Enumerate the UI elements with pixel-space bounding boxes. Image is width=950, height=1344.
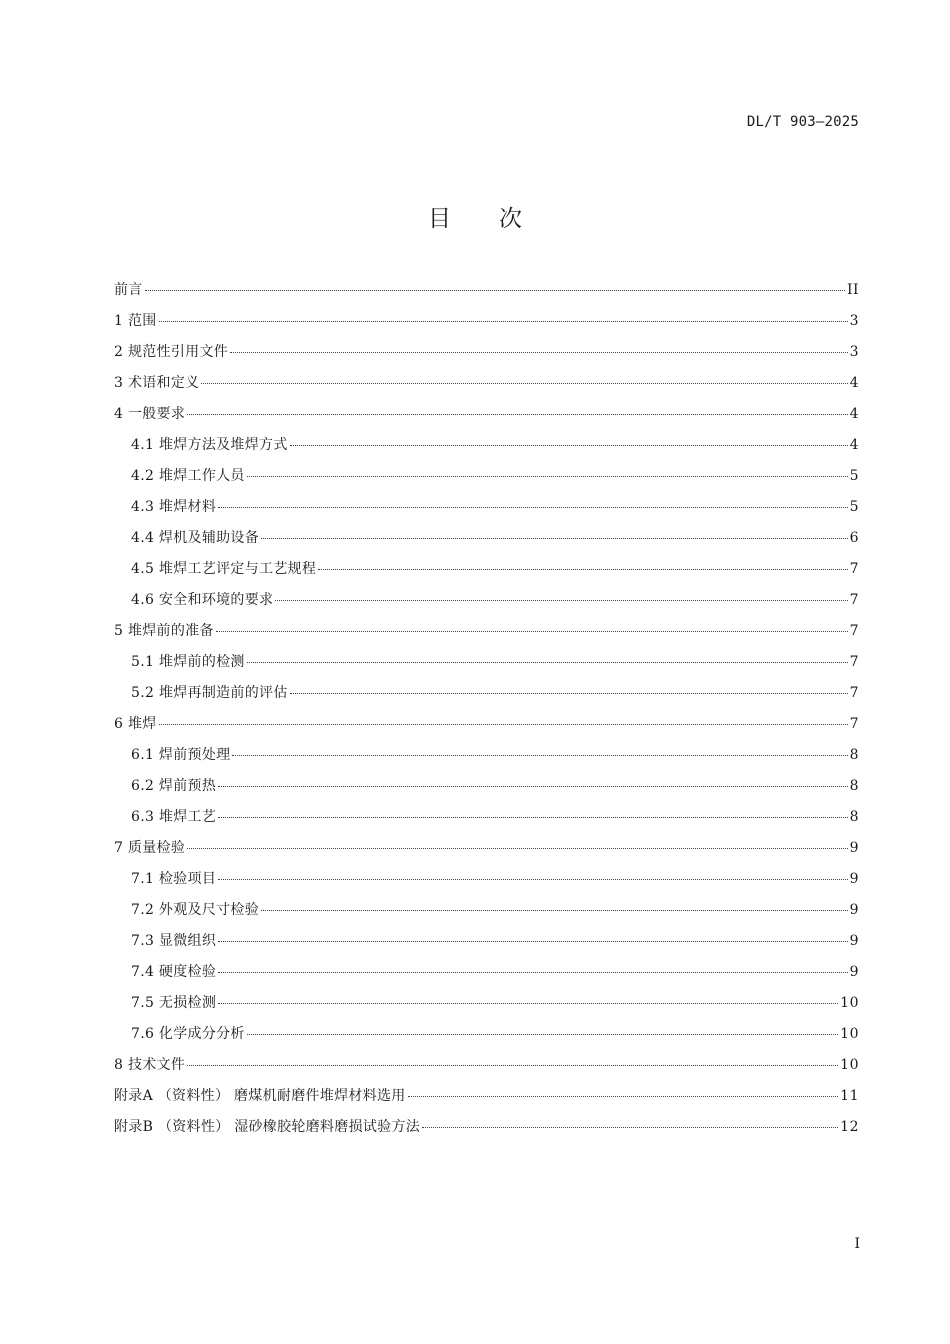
toc-leader-dots [159, 723, 848, 725]
toc-leader-dots [247, 1033, 838, 1035]
toc-entry[interactable] [114, 1117, 859, 1148]
toc-leader-dots [261, 537, 848, 539]
toc-leader-dots [290, 444, 848, 446]
toc-entry[interactable] [114, 683, 859, 714]
toc-entry-page: 4 [849, 406, 859, 422]
toc-entry-page: 5 [849, 468, 859, 484]
toc-entry-label: 前言 [114, 282, 143, 298]
toc-entry-label: 4.6 安全和环境的要求 [131, 592, 274, 608]
toc-entry-label: 7.2 外观及尺寸检验 [131, 902, 260, 918]
toc-entry-label: 7.6 化学成分分析 [131, 1026, 245, 1042]
toc-entry-label: 附录B （资料性） 湿砂橡胶轮磨料磨损试验方法 [114, 1119, 421, 1135]
toc-entry-page: 7 [849, 592, 859, 608]
table-of-contents [114, 280, 859, 1148]
toc-entry-label: 6.3 堆焊工艺 [131, 809, 217, 825]
document-code: DL/T 903—2025 [746, 114, 859, 130]
toc-leader-dots [218, 878, 847, 880]
toc-entry-label: 2 规范性引用文件 [114, 344, 229, 360]
toc-entry-label: 6.2 焊前预热 [131, 778, 217, 794]
toc-entry-page: 10 [840, 1057, 859, 1073]
toc-leader-dots [261, 909, 848, 911]
toc-entry-label: 4.5 堆焊工艺评定与工艺规程 [131, 561, 317, 577]
toc-entry-label: 4.3 堆焊材料 [131, 499, 217, 515]
toc-entry[interactable] [114, 466, 859, 497]
toc-entry-page: 7 [849, 685, 859, 701]
toc-entry-page: 9 [849, 933, 859, 949]
toc-entry-page: 8 [849, 778, 859, 794]
toc-leader-dots [422, 1126, 838, 1128]
toc-entry[interactable] [114, 1024, 859, 1055]
toc-entry-page: 8 [849, 809, 859, 825]
toc-entry-label: 1 范围 [114, 313, 157, 329]
toc-entry[interactable] [114, 745, 859, 776]
toc-entry-page: 8 [849, 747, 859, 763]
toc-entry[interactable] [114, 311, 859, 342]
toc-entry[interactable] [114, 993, 859, 1024]
toc-leader-dots [247, 475, 848, 477]
toc-entry-label: 4 一般要求 [114, 406, 186, 422]
toc-entry-label: 5 堆焊前的准备 [114, 623, 214, 639]
toc-entry[interactable] [114, 342, 859, 373]
toc-entry-page: 4 [849, 375, 859, 391]
toc-entry[interactable] [114, 838, 859, 869]
toc-entry-label: 5.1 堆焊前的检测 [131, 654, 245, 670]
toc-entry[interactable] [114, 528, 859, 559]
toc-entry[interactable] [114, 435, 859, 466]
toc-entry-label: 4.2 堆焊工作人员 [131, 468, 245, 484]
toc-leader-dots [290, 692, 848, 694]
toc-leader-dots [218, 506, 847, 508]
toc-entry[interactable] [114, 776, 859, 807]
toc-leader-dots [247, 661, 848, 663]
toc-leader-dots [218, 971, 847, 973]
toc-entry-page: 7 [849, 561, 859, 577]
toc-entry-label: 8 技术文件 [114, 1057, 186, 1073]
toc-entry-page: 7 [849, 654, 859, 670]
toc-entry-page: 6 [849, 530, 859, 546]
toc-entry-label: 4.4 焊机及辅助设备 [131, 530, 260, 546]
toc-entry[interactable] [114, 1055, 859, 1086]
toc-entry-page: 4 [849, 437, 859, 453]
toc-leader-dots [201, 382, 847, 384]
toc-entry-page: 3 [849, 313, 859, 329]
toc-entry[interactable] [114, 559, 859, 590]
toc-leader-dots [218, 1002, 838, 1004]
toc-entry[interactable] [114, 652, 859, 683]
toc-entry-label: 6 堆焊 [114, 716, 157, 732]
toc-leader-dots [187, 413, 847, 415]
page-title: 目次 [428, 206, 570, 232]
toc-entry-label: 3 术语和定义 [114, 375, 200, 391]
toc-entry-label: 6.1 焊前预处理 [131, 747, 231, 763]
toc-leader-dots [275, 599, 847, 601]
toc-entry-label: 7 质量检验 [114, 840, 186, 856]
toc-entry[interactable] [114, 1086, 859, 1117]
toc-entry-page: 10 [840, 995, 859, 1011]
toc-leader-dots [145, 289, 845, 291]
toc-entry-page: 9 [849, 840, 859, 856]
toc-entry[interactable] [114, 807, 859, 838]
toc-leader-dots [187, 847, 847, 849]
toc-leader-dots [187, 1064, 838, 1066]
toc-entry-page: 10 [840, 1026, 859, 1042]
toc-leader-dots [159, 320, 848, 322]
toc-entry[interactable] [114, 373, 859, 404]
toc-entry[interactable] [114, 869, 859, 900]
toc-entry-page: 9 [849, 871, 859, 887]
toc-entry-label: 5.2 堆焊再制造前的评估 [131, 685, 288, 701]
toc-entry-page: 7 [849, 716, 859, 732]
toc-entry-label: 4.1 堆焊方法及堆焊方式 [131, 437, 288, 453]
toc-entry-page: 11 [840, 1088, 859, 1104]
toc-entry[interactable] [114, 280, 859, 311]
toc-entry-page: 7 [849, 623, 859, 639]
toc-leader-dots [218, 816, 847, 818]
toc-entry-page: 5 [849, 499, 859, 515]
toc-leader-dots [218, 940, 847, 942]
toc-leader-dots [218, 785, 847, 787]
toc-entry[interactable] [114, 931, 859, 962]
toc-entry-page: 9 [849, 902, 859, 918]
toc-entry[interactable] [114, 497, 859, 528]
page-number: I [854, 1236, 860, 1252]
toc-leader-dots [230, 351, 848, 353]
toc-entry[interactable] [114, 962, 859, 993]
toc-leader-dots [216, 630, 848, 632]
toc-entry[interactable] [114, 621, 859, 652]
toc-leader-dots [318, 568, 847, 570]
toc-entry-label: 附录A （资料性） 磨煤机耐磨件堆焊材料选用 [114, 1088, 406, 1104]
toc-entry-page: 9 [849, 964, 859, 980]
toc-entry-label: 7.1 检验项目 [131, 871, 217, 887]
toc-entry-page: II [846, 282, 859, 298]
toc-leader-dots [232, 754, 847, 756]
toc-entry-label: 7.3 显微组织 [131, 933, 217, 949]
toc-entry[interactable] [114, 590, 859, 621]
toc-entry[interactable] [114, 714, 859, 745]
toc-entry-page: 3 [849, 344, 859, 360]
toc-entry-label: 7.4 硬度检验 [131, 964, 217, 980]
toc-entry-label: 7.5 无损检测 [131, 995, 217, 1011]
toc-leader-dots [408, 1095, 839, 1097]
toc-entry-page: 12 [840, 1119, 859, 1135]
toc-entry[interactable] [114, 404, 859, 435]
toc-entry[interactable] [114, 900, 859, 931]
